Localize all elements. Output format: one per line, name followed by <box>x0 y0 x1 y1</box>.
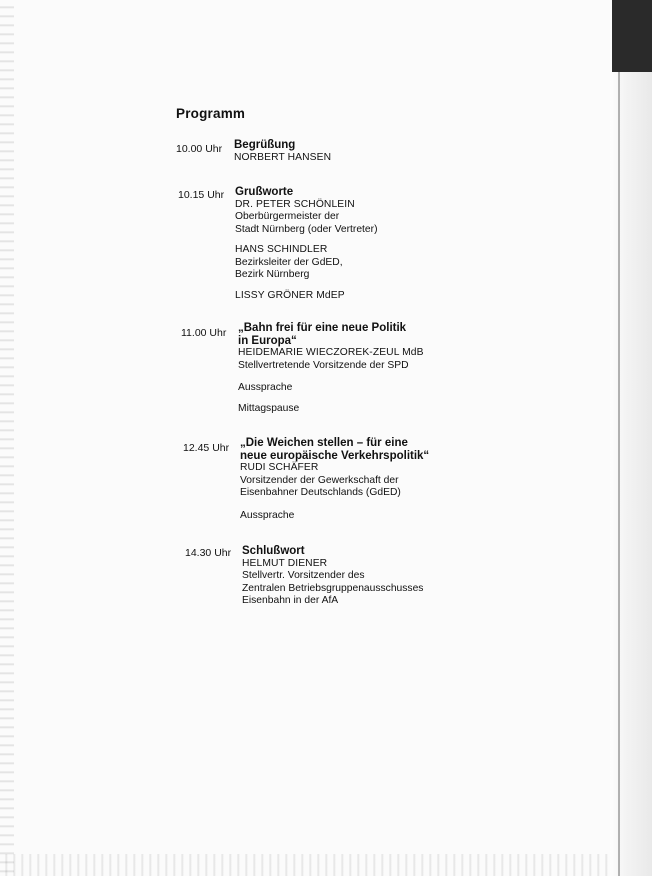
agenda-time: 14.30 Uhr <box>185 547 232 559</box>
discussion-label: Aussprache <box>240 509 295 521</box>
discussion-label: Aussprache <box>238 382 293 394</box>
speaker-role: Stadt Nürnberg (oder Vertreter) <box>235 223 378 235</box>
session-note <box>240 510 470 523</box>
page-title: Programm <box>176 106 246 121</box>
session-note <box>238 403 468 416</box>
lunch-break-label: Mittagspause <box>238 402 300 414</box>
scan-artifact-right <box>610 0 652 876</box>
agenda-time: 10.15 Uhr <box>178 189 225 201</box>
speaker-block <box>235 199 465 237</box>
agenda-title: Grußworte <box>235 186 294 198</box>
speaker-role: Eisenbahn in der AfA <box>242 595 339 607</box>
session-note <box>238 382 468 395</box>
agenda-title-line: in Europa“ <box>238 334 297 347</box>
agenda-title-line: „Die Weichen stellen – für eine <box>240 437 408 449</box>
agenda-time: 10.00 Uhr <box>176 143 223 155</box>
speaker-name: DR. PETER SCHÖNLEIN <box>235 198 355 210</box>
scan-dark-corner <box>612 0 652 72</box>
speaker-block <box>235 290 465 303</box>
agenda-body <box>235 186 465 303</box>
agenda-title: Schlußwort <box>242 545 305 557</box>
agenda-body <box>242 545 472 608</box>
speaker-role: Stellvertr. Vorsitzender des <box>242 570 365 582</box>
page-fold-line <box>618 0 620 876</box>
speaker-role: Oberbürgermeister der <box>235 211 340 223</box>
speaker-name: HANS SCHINDLER <box>235 244 328 256</box>
agenda-title: Begrüßung <box>234 139 296 151</box>
speaker-role: Bezirksleiter der GdED, <box>235 256 343 268</box>
speaker-name: RUDI SCHÄFER <box>240 462 319 473</box>
speaker-role: Vorsitzender der Gewerkschaft der <box>240 474 399 486</box>
scan-artifact-bottom <box>0 854 652 876</box>
agenda-time: 12.45 Uhr <box>183 442 230 454</box>
speaker-role: Zentralen Betriebsgruppenausschusses <box>242 582 424 594</box>
speaker-role: Bezirk Nürnberg <box>235 269 310 281</box>
agenda-body <box>240 437 470 522</box>
speaker-name: LISSY GRÖNER MdEP <box>235 290 345 302</box>
speaker-role: Stellvertretende Vorsitzende der SPD <box>238 359 409 371</box>
agenda-body <box>234 139 464 164</box>
speaker-name: HEIDEMARIE WIECZOREK-ZEUL MdB <box>238 347 424 358</box>
scan-artifact-left <box>0 0 14 876</box>
agenda-title-line: „Bahn frei für eine neue Politik <box>238 322 407 334</box>
agenda-body <box>238 322 468 415</box>
speaker-role: Eisenbahner Deutschlands (GdED) <box>240 487 401 499</box>
speaker-block <box>235 244 465 282</box>
speaker-name: HELMUT DIENER <box>242 557 328 569</box>
speaker-name: NORBERT HANSEN <box>234 151 332 163</box>
agenda-time: 11.00 Uhr <box>181 327 227 339</box>
agenda-title-line: neue europäische Verkehrspolitik“ <box>240 449 430 462</box>
